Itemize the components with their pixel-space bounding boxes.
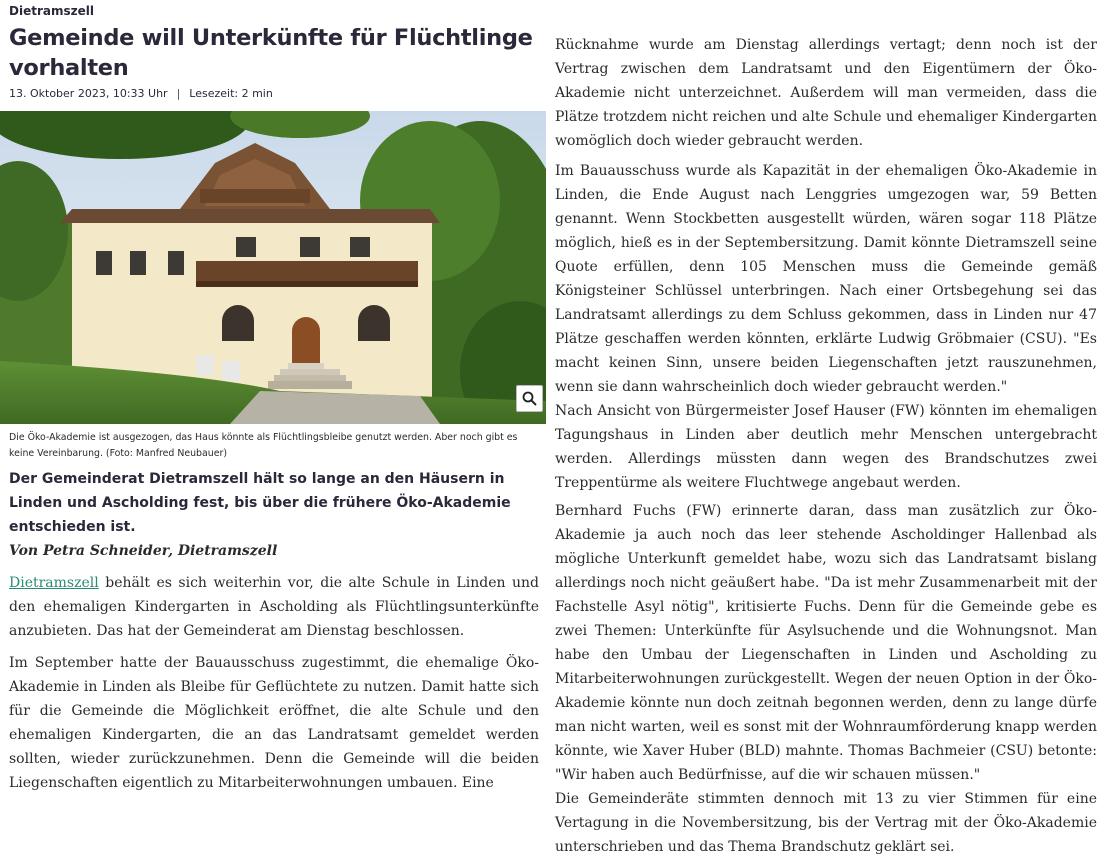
- publish-date: 13. Oktober 2023, 10:33 Uhr: [9, 87, 168, 100]
- paragraph-1: [9, 571, 539, 643]
- page-title: Gemeinde will Unterkünfte für Flüchtlinge vorhalten: [9, 25, 533, 81]
- house-illustration: [0, 111, 546, 424]
- paragraph-1-text: behält es sich weiterhin vor, die alte Schule in Linden und den ehemaligen Kindergarten in Ascholding als Flüchtlingsunterkünfte anzubieten. Das hat der Gemeinderat am Dienstag beschlossen.: [9, 575, 539, 639]
- article-photo[interactable]: [0, 111, 546, 424]
- meta-separator: |: [176, 87, 181, 100]
- left-column: [0, 0, 548, 795]
- article-teaser: Der Gemeinderat Dietramszell hält so lange an den Häusern in Linden und Ascholding fest, bis über die frühere Öko-Akademie entschieden ist.: [9, 471, 511, 535]
- paragraph-5: Bernhard Fuchs (FW) erinnerte daran, dass man zusätzlich zur Öko-Akademie ja auch noch das leer stehende Ascholdinger Hallenbad als mögliche Unterkunft gemeldet habe, wozu sich das Landratsamt bislang allerdings noch nicht geäußert habe. "Da ist mehr Zusammenarbeit mit der Fachstelle Asyl nötig", kritisierte Fuchs. Denn für die Gemeinde gebe es zwei Themen: Unterkünfte für Asylsuchende und die Wohnungsnot. Man habe den Umbau der Liegenschaften in Linden und Ascholding zu Mitarbeiterwohnungen zurückgestellt. Wegen der neuen Option in der Öko-Akademie könnte nun doch zeitnah begonnen werden, denn zu lange dürfe man nicht warten, weil es sonst mit der Wohnraumförderung knapp werden könnte, wie Xaver Huber (BLD) mahnte. Thomas Bachmeier (CSU) betonte: "Wir haben auch Bedürfnisse, auf die wir schauen müssen.": [555, 503, 1097, 783]
- paragraph-3: Im Bauausschuss wurde als Kapazität in der ehemaligen Öko-Akademie in Linden, die Ende August nach Lenggries umgezogen war, 59 Betten genannt. Wenn Stockbetten ausgestellt würden, wären sogar 118 Plätze möglich, hieß es in der Septembersitzung. Damit könnte Dietramszell seine Quote erfüllen, denn 105 Menschen muss die Gemeinde gemäß Königsteiner Schlüssel unterbringen. Nach einer Ortsbegehung sei das Landratsamt allerdings zu dem Schluss gekommen, dass in Linden nur 47 Plätze geschaffen werden könnten, erklärte Ludwig Gröbmaier (CSU). "Es macht keinen Sinn, unsere beiden Liegenschaften jetzt rauszunehmen, wenn sie dann wahrscheinlich doch wieder gebraucht werden.": [555, 163, 1097, 395]
- paragraph-2: Im September hatte der Bauausschuss zugestimmt, die ehemalige Öko-Akademie in Linden als Bleibe für Geflüchtete zu nutzen. Damit hatte sich für die Gemeinde die Möglichkeit eröffnet, die alte Schule und den ehemaligen Kindergarten, die an das Landratsamt gemeldet werden sollten, wieder zurückzunehmen. Denn die Gemeinde will die beiden Liegenschaften eigentlich zu Mitarbeiterwohnungen umbauen. Eine: [9, 655, 539, 791]
- location-link[interactable]: Dietramszell: [9, 575, 99, 591]
- paragraph-2-continued: Rücknahme wurde am Dienstag allerdings vertagt; denn noch ist der Vertrag zwischen dem Landratsamt und den Eigentümern der Öko-Akademie nicht unterzeichnet. Außerdem will man vermeiden, dass die Plätze trotzdem nicht reichen und alte Schule und ehemaliger Kindergarten womöglich doch wieder gebraucht werden.: [555, 37, 1097, 149]
- zoom-button[interactable]: [516, 385, 543, 412]
- photo-caption: Die Öko-Akademie ist ausgezogen, das Haus könnte als Flüchtlingsbleibe genutzt werden. Aber noch gibt es keine Vereinbarung. (Foto: Manfred Neubauer): [9, 432, 518, 459]
- reading-time: Lesezeit: 2 min: [189, 87, 273, 100]
- paragraph-4: Nach Ansicht von Bürgermeister Josef Hauser (FW) könnten im ehemaligen Tagungshaus in Linden aber deutlich mehr Menschen untergebracht werden. Allerdings müssten dann wegen des Brandschutzes zwei Treppentürme als weitere Fluchtwege angebaut werden.: [555, 403, 1097, 491]
- magnifier-icon: [522, 391, 537, 406]
- kicker[interactable]: Dietramszell: [9, 4, 94, 18]
- article-meta: [9, 86, 548, 101]
- author-line: Von Petra Schneider, Dietramszell: [9, 543, 278, 559]
- paragraph-6: Die Gemeinderäte stimmten dennoch mit 13 zu vier Stimmen für eine Vertagung in die Novembersitzung, bis der Vertrag mit der Öko-Akademie unterschrieben und das Thema Brandschutz geklärt sei.: [555, 791, 1097, 855]
- right-column: [555, 33, 1097, 859]
